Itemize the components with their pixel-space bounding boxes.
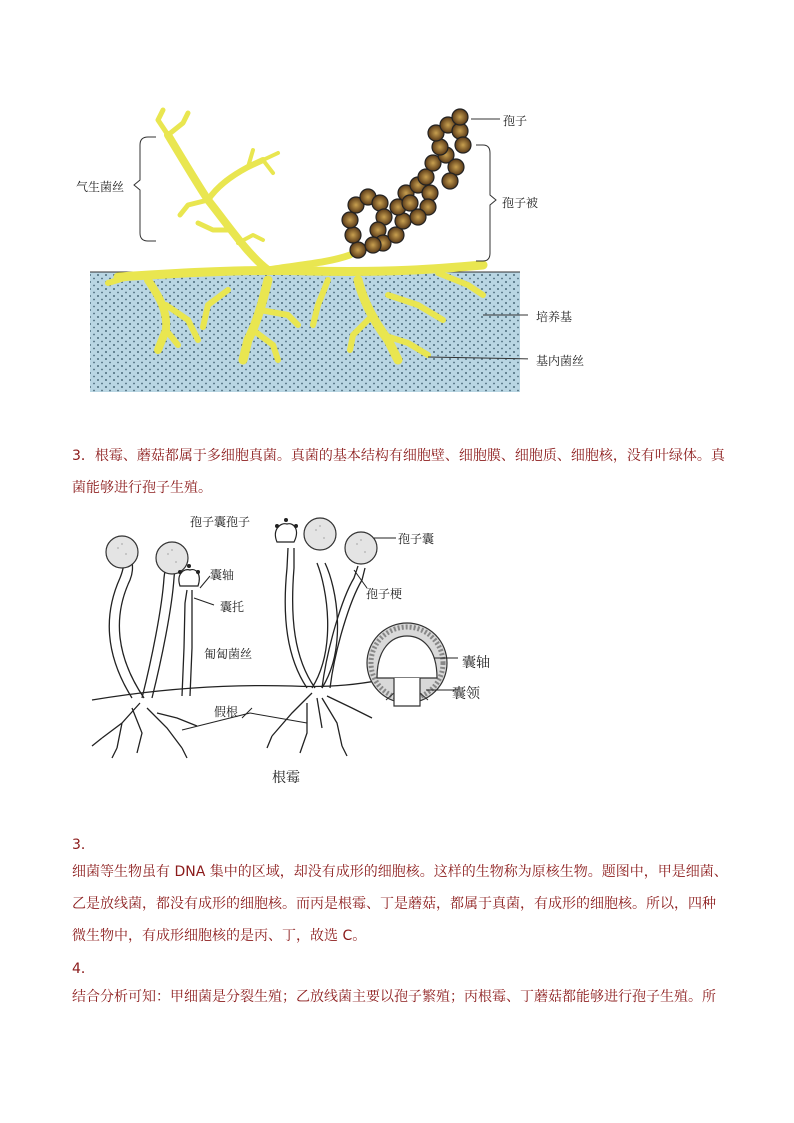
columella-section xyxy=(367,623,458,706)
label-spore-chain: 孢子被 xyxy=(502,196,539,210)
spore-bracket xyxy=(476,145,496,261)
label-rhizoid: 假根 xyxy=(214,705,239,719)
label-columella-right: 囊轴 xyxy=(462,655,490,671)
label-spores: 孢子 xyxy=(503,114,528,128)
label-substrate-hyphae: 基内菌丝 xyxy=(536,354,585,368)
section-3-line: 细菌等生物虽有 DNA 集中的区域，却没有成形的细胞核。这样的生物称为原核生物。题图中，甲是细菌、 xyxy=(72,864,728,880)
label-medium: 培养基 xyxy=(536,310,573,324)
section-4-text xyxy=(72,981,732,1013)
label-apophysis: 囊托 xyxy=(220,600,245,614)
label-columella-left: 囊轴 xyxy=(210,568,235,582)
label-stolon: 匍匐菌丝 xyxy=(204,647,253,661)
stolon xyxy=(92,678,392,700)
rhizopus-figure xyxy=(72,508,492,768)
label-sporangiospore: 孢子囊孢子 xyxy=(190,515,251,529)
section-3-line: 微生物中，有成形细胞核的是丙、丁，故选 C。 xyxy=(72,928,367,944)
figure-caption: 根霉 xyxy=(272,770,300,786)
section-4-line: 结合分析可知：甲细菌是分裂生殖；乙放线菌主要以孢子繁殖；丙根霉、丁蘑菇都能够进行孢子生殖。所 xyxy=(72,989,716,1005)
section-3-text xyxy=(72,856,732,952)
label-sporangium: 孢子囊 xyxy=(398,532,435,546)
section-3-number: 3． xyxy=(72,837,95,853)
section-3-line: 乙是放线菌，都没有成形的细胞核。而丙是根霉、丁是蘑菇，都属于真菌，有成形的细胞核。所以，四种 xyxy=(72,896,716,912)
paragraph-fungi: 3．根霉、蘑菇都属于多细胞真菌。真菌的基本结构有细胞壁、细胞膜、细胞质、细胞核，没有叶绿体。真菌能够进行孢子生殖。 xyxy=(72,448,725,496)
label-aerial-hyphae: 气生菌丝 xyxy=(76,180,125,194)
label-collar: 囊领 xyxy=(452,686,480,702)
section-4-number: 4． xyxy=(72,961,95,977)
label-sporangiophore: 孢子梗 xyxy=(366,587,403,601)
spore-chain xyxy=(342,109,471,258)
actinomycete-figure xyxy=(88,105,528,395)
aerial-bracket xyxy=(134,137,156,241)
